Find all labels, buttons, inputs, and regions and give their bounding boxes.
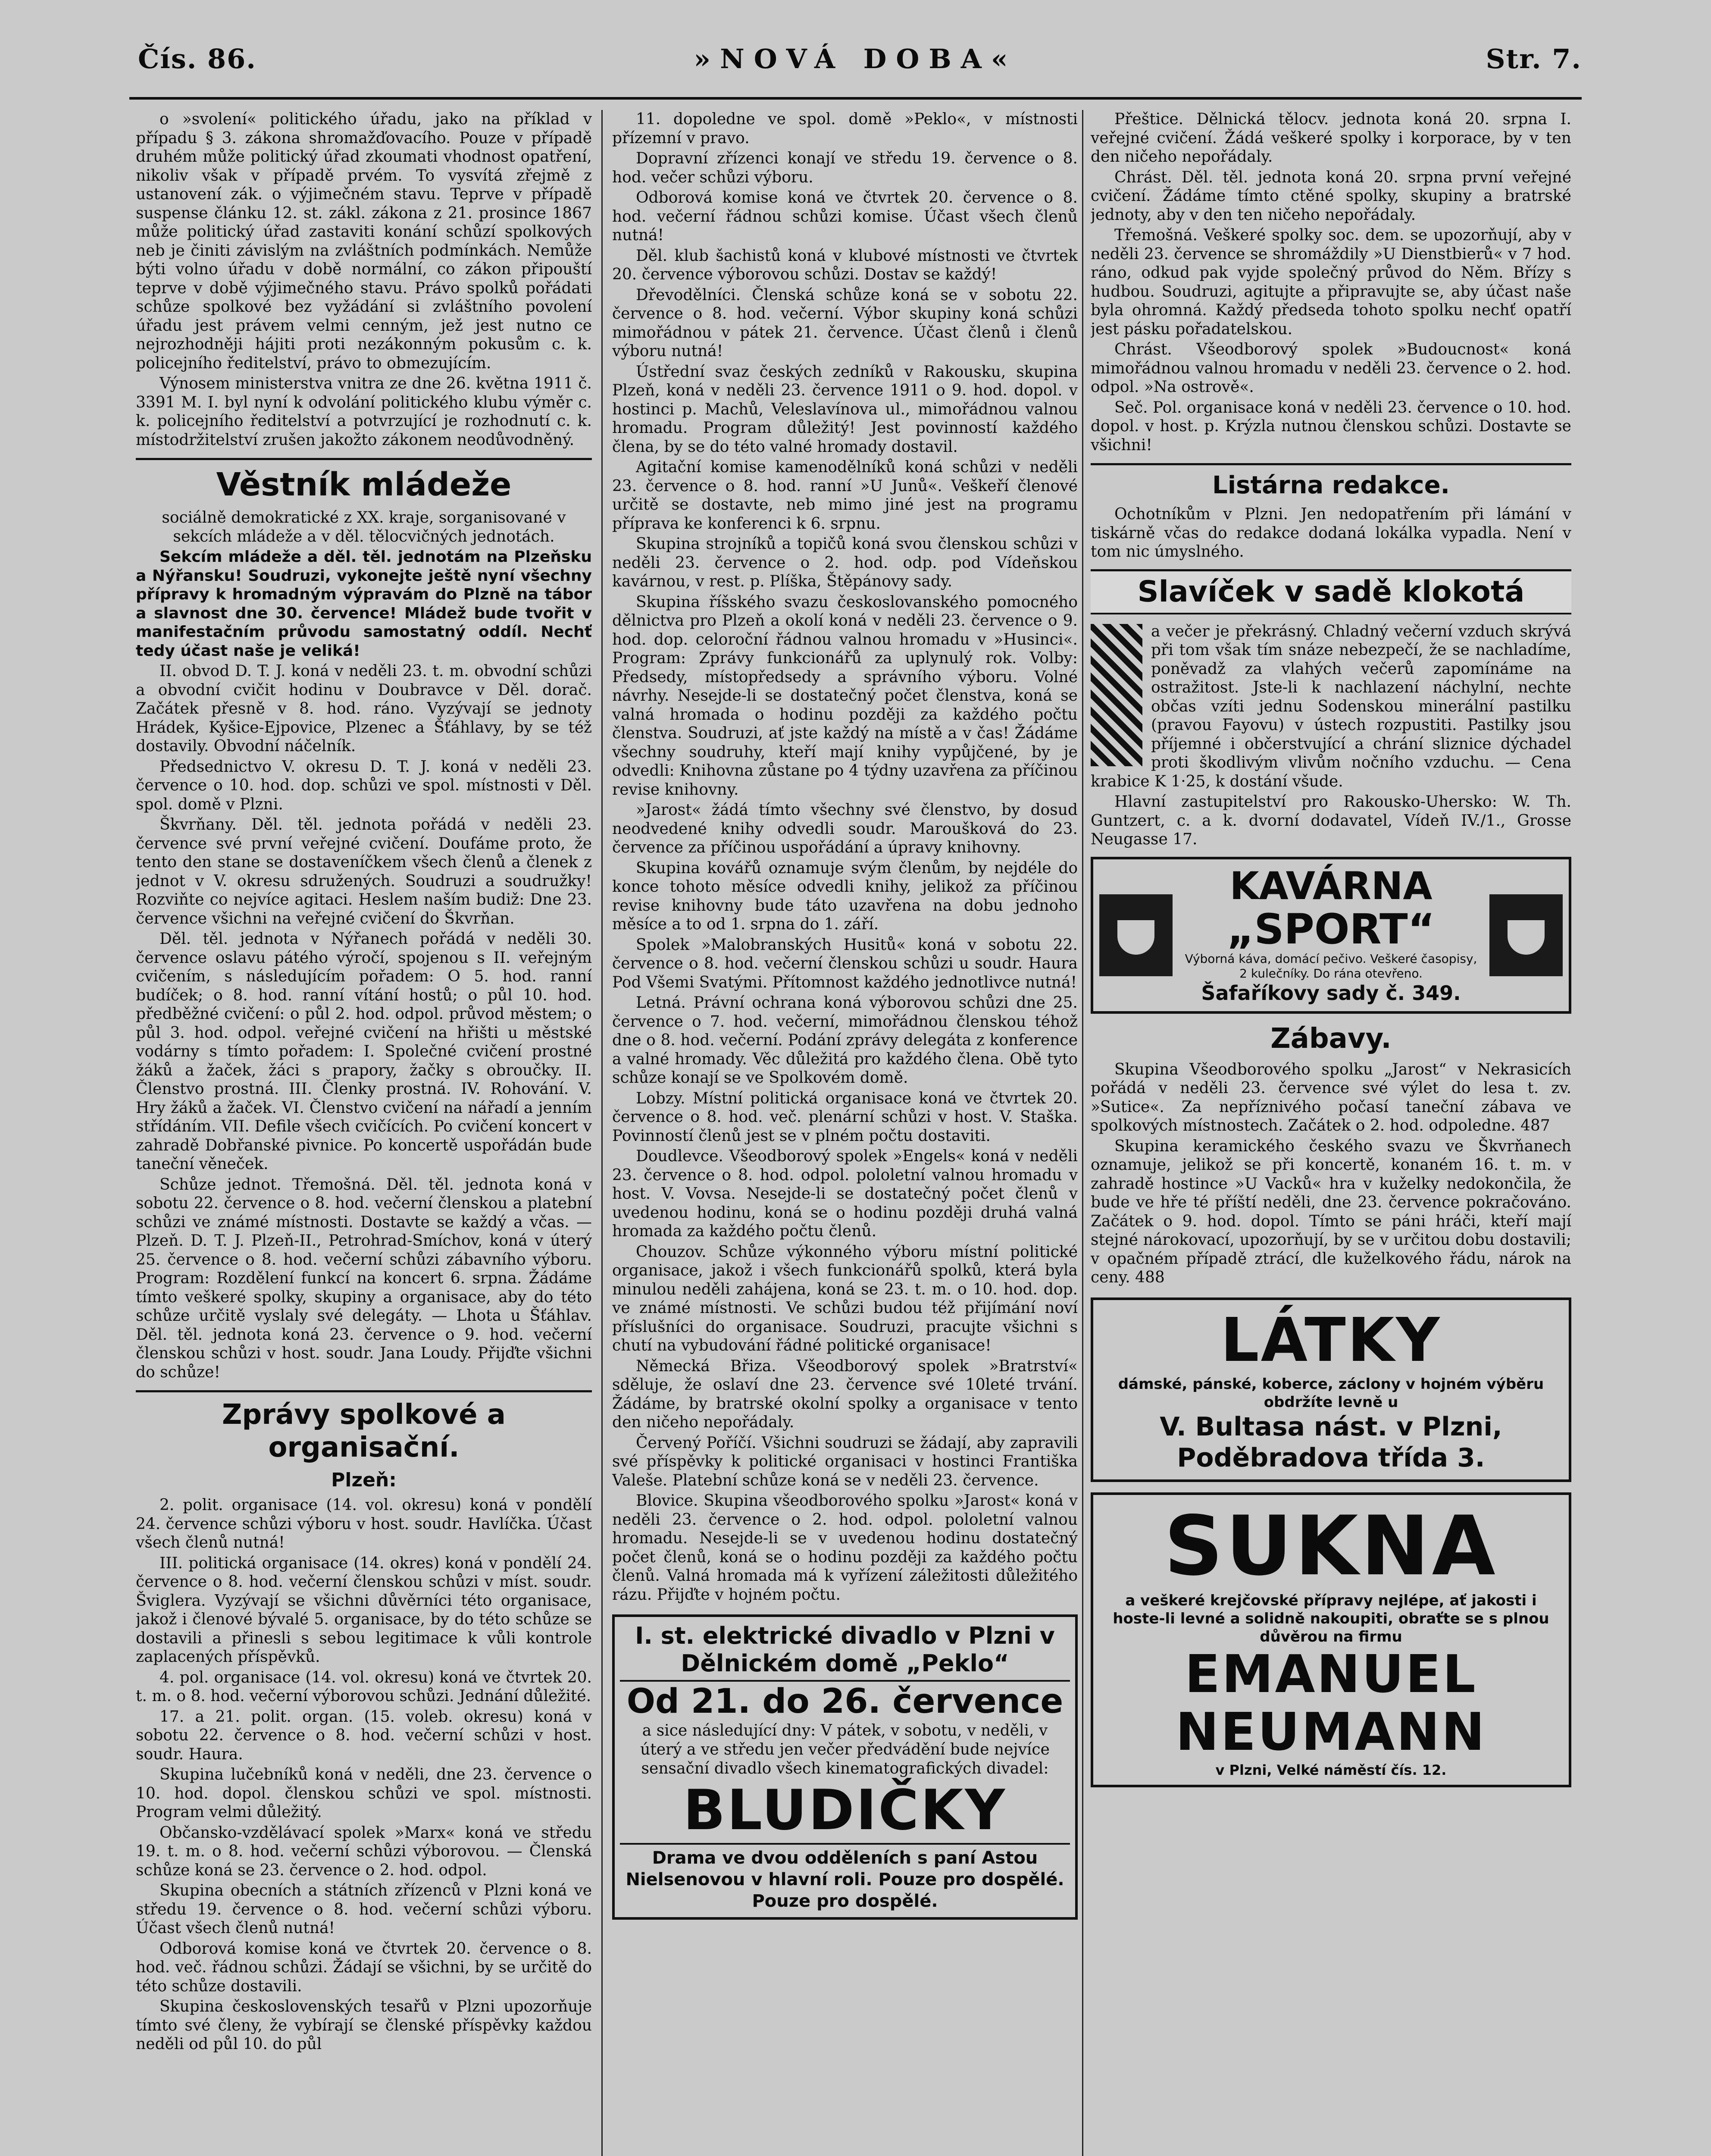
youth-notice: Děl. těl. jednota v Nýřanech pořádá v neděli 30. července oslavu pátého výročí, spojenou s II. veřejným cvičením, s následujícím pořadem: O 5. hod. ranní budíček; o 8. hod. ranní vítání hostů; o půl 10. hod. předběžné cvičení: o půl 2. hod. odpol. průvod městem; o půl 3. hod. odpol. veřejné cvičení na hřišti u městské vodárny s tímto pořadem: I. Společné cvičení prostné žáků a žaček, žáci s prapory, žačky s obroučky. II. Členstvo prostná. III. Členky prostná. IV. Rohování. V. Hry žáků a žaček. VI. Členstvo cvičení na nářadí a jenním střídáním. VII. Defile všech cvičících. Po cvičení koncert v zahradě Dobřanské pivnice. Po koncertě uspořádán bude taneční věneček. — [136, 930, 592, 1173]
org-notice: Skupina říšského svazu českoslovanského pomocného dělnictva pro Plzeň a okolí koná v neděli 23. července o 9. hod. dop. celoroční řádnou valnou hromadu v »Husinci«. Program: Zprávy funkcionářů za uplynulý rok. Volby: Předsedy, místopředsedy a správního výboru. Volné návrhy. Nesejde-li se dostatečný počet členstva, koná se valná hromada o hodinu později za každého počtu členstva. Soudruzi, ať jste každý na místě a v čas! Žádáme všechny soudruhy, kteří mají knihy vypůjčené, by je odvedli: Knihovna zůstane po 4 týdny uzavřena za příčinou revise knihovny. — [612, 593, 1078, 799]
org-notice: Děl. klub šachistů koná v klubové místnosti ve čtvrtek 20. července výborovou schůzi. Dostav se každý! — [612, 247, 1078, 283]
youth-notice: Předsednictvo V. okresu D. T. J. koná v neděli 23. července o 10. hod. dop. schůzi ve spol. místnosti v Děl. spol. domě v Plzni. — [136, 758, 592, 813]
org-notice: Lobzy. Místní politická organisace koná ve čtvrtek 20. července o 8. hod. več. plenární schůzi v host. V. Staška. Povinností členů jest se v plném počtu dostaviti. — [612, 1089, 1078, 1145]
org-notice: Skupina československých tesařů v Plzni upozorňuje tímto své členy, že vybírají se členské příspěvky každou neděli od půl 10. do půl — [136, 1998, 592, 2053]
editorial-mailbox-title: Listárna redakce. — [1091, 463, 1571, 500]
cafe-sport-advertisement — [1091, 857, 1571, 1014]
org-notice: 2. polit. organisace (14. vol. okresu) koná v pondělí 24. července schůzi výboru v host. soudr. Havlíčka. Účast všech členů nutná! — [136, 1496, 592, 1551]
cafe-offer: Výborná káva, domácí pečivo. Veškeré časopisy, 2 kulečníky. Do rána otevřeno. — [1185, 951, 1477, 981]
org-notice: 4. pol. organisace (14. vol. okresu) koná ve čtvrtek 20. t. m. o 8. hod. večerní výborovou schůzi. Jednání důležité. — [136, 1668, 592, 1705]
film-title: BLUDIČKY — [683, 1778, 1007, 1843]
diamond-ornament-icon — [1091, 624, 1142, 766]
youth-notice: Škvrňany. Děl. těl. jednota pořádá v neděli 23. července své první veřejné cvičení. Doufáme proto, že tento den stane se dostaveníčkem všech členů a členek z jednot v V. okresu sdružených. Soudruzi a soudružky! Rozviňte co nejvíce agitaci. Heslem naším budiž: Dne 23. července všichni na veřejné cvičení do Škvrňan. — [136, 816, 592, 928]
cinema-advertisement — [612, 1614, 1078, 1920]
fabrics-merchant: V. Bultasa nást. v Plzni, Poděbradova třída 3. — [1160, 1411, 1502, 1473]
org-notice: Skupina strojníků a topičů koná svou členskou schůzi v neděli 23. července o 2. hod. odp. pod Vídeňskou kavárnou, v rest. p. Plíška, Štěpánovy sady. — [612, 535, 1078, 590]
fabrics-description: dámské, pánské, koberce, záclony v hojném výběru obdržíte levně u — [1118, 1375, 1544, 1411]
org-notice: Odborová komise koná ve čtvrtek 20. července o 8. hod. več. řádnou schůzi. Žádají se všichni, by se určitě do této schůze dostavili. — [136, 1940, 592, 1995]
youth-section-subtitle: sociálně demokratické z XX. kraje, sorganisované v sekcích mládeže a v děl. tělocvičných jednotách. — [162, 509, 566, 545]
header-rule — [129, 97, 1582, 100]
cinema-name: I. st. elektrické divadlo v Plzni v Dělnickém domě „Peklo“ — [620, 1622, 1070, 1682]
org-notice: Skupina kovářů oznamuje svým členům, by nejdéle do konce tohoto měsíce odvedli knihy, jelikož za příčinou revise knihovny bude táto uzavřena na dobu jednoho měsíce a to od 1. srpna do 1. září. — [612, 859, 1078, 933]
org-notice: Agitační komise kamenodělníků koná schůzi v neděli 23. července o 8. hod. ranní »U Junů«. Veškeří členové určitě se dostavte, neb mimo jiné jest na programu příprava ke konferenci k 6. srpnu. — [612, 458, 1078, 533]
entertainment-notice: Skupina Všeodborového spolku „Jarost“ v Nekrasicích pořádá v neděli 23. července své výlet do lesa t. zv. »Sutice«. Za nepříznivého počasí taneční zábava ve spolkových místnostech. Začátek o 2. hod. odpoledne. 487 — [1091, 1060, 1571, 1134]
cloth-description: a veškeré krejčovské přípravy nejlépe, ať jakosti i hoste-li levné a solidně nakoupiti, obraťte se s plnou důvěrou na firmu — [1113, 1592, 1549, 1645]
editorial-mailbox-text: Ochotníkům v Plzni. Jen nedopatřením při lámání v tiskárně včas do redakce dodaná lokálka vypadla. Není v tom nic úmyslného. — [1091, 505, 1571, 561]
cloth-merchant-address: v Plzni, Velké náměstí čís. 12. — [1215, 1761, 1447, 1778]
entertainment-section-title: Zábavy. — [1270, 1022, 1392, 1055]
org-notice: 17. a 21. polit. organ. (15. voleb. okresu) koná v sobotu 22. července o 8. hod. večerní schůzi v host. soudr. Haura. — [136, 1708, 592, 1763]
org-notice: Letná. Právní ochrana koná výborovou schůzi dne 25. července o 7. hod. večerní, mimořádnou členskou téhož dne o 8. hod. večerní. Podání zprávy delegáta z konference a valné hromady. Věc důležitá pro každého člena. Obě tyto schůze konají se ve Spolkovém domě. — [612, 994, 1078, 1087]
column-1 — [136, 110, 592, 2156]
entertainment-notice: Skupina keramického českého svazu ve Škvrňanech oznamuje, jelikož se při koncertě, konaném 16. t. m. v zahradě hostince »U Vacků« hra v kuželky nedokončila, že bude ve hře té příští neděli, dne 23. července pokračováno. Začátek o 9. hod. dopol. Tímto se páni hráči, kteří mají stejné nárokovací, upozorňují, by se v určitou dobu dostavili; v opačném případě ztrácí, dle kuželkového řádu, nárok na ceny. 488 — [1091, 1137, 1571, 1286]
cloth-merchant-first-name: EMANUEL — [1185, 1644, 1477, 1705]
film-details: Drama ve dvou odděleních s paní Astou Nielsenovou v hlavní roli. Pouze pro dospělé. Pouze pro dospělé. — [620, 1843, 1070, 1912]
org-notice: Blovice. Skupina všeodborového spolku »Jarost« koná v neděli 23. července o 2. hod. odpol. pololetní valnou hromadu. Nesejde-li se v uvedenou hodinu dostatečný počet členů, koná se o hodinu později za každého počtu členů. Valná hromada má k vyřízení záležitosti důležitého rázu. Přijďte v hojném počtu. — [612, 1492, 1078, 1604]
org-notice: Skupina obecních a státních zřízenců v Plzni koná ve středu 19. července o 8. hod. večerní schůzi výboru. Účast všech členů nutná! — [136, 1882, 592, 1937]
fabrics-advertisement — [1091, 1297, 1571, 1482]
coffee-cup-icon — [1099, 894, 1173, 976]
fabrics-headline: LÁTKY — [1220, 1305, 1442, 1376]
org-notice: »Jarost« žádá tímto všechny své členstvo, by dosud neodvedené knihy odvedli soudr. Maroušková do 23. července za příčinou uspořádání a úpravy knihovny. — [612, 801, 1078, 856]
org-notice: III. politická organisace (14. okres) koná v pondělí 24. července o 8. hod. večerní členskou schůzi v míst. soudr. Šviglera. Vyzývají se všichni důvěrníci této organisace, jakož i členové bývalé 5. organisace, by do této schůze se dostavili a přinesli s sebou legitimace k vůli kontrole zaplacených příspěvků. — [136, 1554, 592, 1666]
newspaper-title: »NOVÁ DOBA« — [694, 43, 1017, 75]
org-notice: Chouzov. Schůze výkonného výboru místní politické organisace, jakož i všech funkcionářů spolků, která byla minulou neděli zahájena, koná se 23. t. m. o 10. hod. dop. ve známé místnosti. Ve schůzi budou též přijímání noví příslušníci do organisace. Soudruzi, pracujte všichni s chutí na vybudování řádné politické organisace! — [612, 1243, 1078, 1354]
youth-notice: Sekcím mládeže a děl. těl. jednotám na Plzeňsku a Nýřansku! Soudruzi, vykonejte ještě nyní všechny přípravy k hromadným výpravám do Plzně na tábor a slavnost dne 30. července! Mládež bude tvořit v manifestačním průvodu samostatný oddíl. Nechť tedy účast naše je veliká! — [136, 548, 592, 660]
coffee-cup-icon — [1489, 894, 1563, 976]
article-paragraph: o »svolení« politického úřadu, jako na příklad v případu § 3. zákona shromažďovacího. Pouze v případě druhém může politický úřad zkoumati vhodnost opatření, nikoliv však v případě prvém. To vysvítá zřejmě z ustanovení zák. o výjimečném stavu. Teprve v případě suspense článku 12. st. zákl. zákona z 21. prosince 1867 může politický úřad zastaviti konání schůzí spolkových neb je činiti závislým na zvláštních podmínkách. Nemůže býti volno úřadu v době normální, co zákon připouští teprve v době výjimečného stavu. Právo spolků pořádati schůze spolkové bez vyžádání si zvláštního povolení úřadu jest právem velmi cenným, jež jest nutno ce nejrozhodněji hájiti proti nezákonným pokusům c. k. policejního ředitelství, právo to obmezujícím. — [136, 110, 592, 372]
pastilles-ad-text: a večer je překrásný. Chladný večerní vzduch skrývá při tom však tím snáze nebezpečí, že se nachladíme, poněvadž za vlahých večerů zapomínáme na ostražitost. Jste-li k nachlazení náchylní, nechte občas vzíti jednu Sodenskou minerální pastilku (pravou Fayovu) v ústech rozpustiti. Pastilky jsou příjemné i občerstvující a chrání sliznice dýchadel proti škodlivým vlivům nočního vzduchu. — Cena krabice K 1·25, k dostání všude. — [1091, 622, 1571, 790]
column-divider — [1082, 110, 1083, 2156]
org-notice: Ústřední svaz českých zedníků v Rakousku, skupina Plzeň, koná v neděli 23. července 1911 o 9. hod. dopol. v hostinci p. Machů, Veleslavínova ul., mimořádnou valnou hromadu. Program důležitý! Jest povinností každého člena, by se do této valné hromady dostavil. — [612, 363, 1078, 456]
cafe-address: Šafaříkovy sady č. 349. — [1201, 981, 1461, 1005]
cafe-name: „SPORT“ — [1227, 905, 1435, 953]
column-divider — [601, 110, 603, 2156]
cinema-dates: Od 21. do 26. července — [626, 1682, 1064, 1721]
pastilles-ad-representative: Hlavní zastupitelství pro Rakousko-Uhersko: W. Th. Guntzert, c. a k. dvorní dodavatel, Vídeň IV./1., Grosse Neugasse 17. — [1091, 793, 1571, 848]
org-notice: Třemošná. Veškeré spolky soc. dem. se upozorňují, aby v neděli 23. července se shromáždily »U Dienstbierů« v 7 hod. ráno, odkud pak vyjde společný průvod do Něm. Břízy s hudbou. Soudruzi, agitujte a připravujte se, aby účast naše byla ohromná. Každý předseda tohoto spolku nechť opatří jest pásku pořadatelskou. — [1091, 226, 1571, 338]
org-notice: Německá Břiza. Všeodborový spolek »Bratrství« sděluje, že oslaví dne 23. července své 10leté trvání. Žádáme, by bratrské okolní spolky a organisace v tento den ničeho nepořádaly. — [612, 1357, 1078, 1431]
org-notice: Doudlevce. Všeodborový spolek »Engels« koná v neděli 23. července o 8. hod. odpol. pololetní valnou hromadu v host. V. Vovsa. Nesejde-li se dostatečný počet členů v uvedenou hodinu, koná se o hodinu později druhá valná hromada za každého počtu členů. — [612, 1147, 1078, 1240]
org-notice: Přeštice. Dělnická tělocv. jednota koná 20. srpna I. veřejné cvičení. Žádá veškeré spolky i korporace, by v ten den ničeho nepořádaly. — [1091, 110, 1571, 166]
org-notice: 11. dopoledne ve spol. domě »Peklo«, v místnosti přízemní v pravo. — [612, 110, 1078, 147]
pastilles-ad-headline: Slavíček v sadě klokotá — [1091, 569, 1571, 614]
org-notice: Dřevodělníci. Členská schůze koná se v sobotu 22. července o 8. hod. večerní. Výbor skupiny koná schůzi mimořádnou v pátek 21. července. Účast členů i členů výboru nutná! — [612, 286, 1078, 360]
cloth-merchant-surname: NEUMANN — [1176, 1702, 1486, 1762]
org-notice: Seč. Pol. organisace koná v neděli 23. července o 10. hod. dopol. v host. p. Krýzla nutnou členskou schůzi. Dostavte se všichni! — [1091, 398, 1571, 454]
article-paragraph: Výnosem ministerstva vnitra ze dne 26. května 1911 č. 3391 M. I. byl nyní k odvolání politického klubu výměr c. k. policejního ředitelství a potvrzující je rozhodnutí c. k. místodržitelství zrušen jakožto zákonem neodůvodněný. — [136, 375, 592, 449]
column-2 — [612, 110, 1078, 2156]
cinema-description: a sice následující dny: V pátek, v sobotu, v neděli, v úterý a ve středu jen večer předvádění bude nejvíce sensační divadlo všech kinematografických divadel: — [640, 1722, 1050, 1777]
page-number: Str. 7. — [1486, 43, 1582, 75]
youth-section-title: Věstník mládeže — [136, 458, 592, 503]
column-3 — [1091, 110, 1571, 2156]
org-notice: Skupina lučebníků koná v neděli, dne 23. července o 10. hod. dopol. členskou schůzi ve spol. místnosti. Program velmi důležitý. — [136, 1766, 592, 1821]
org-notice: Dopravní zřízenci konají ve středu 19. července o 8. hod. večer schůzi výboru. — [612, 150, 1078, 186]
org-city-heading: Plzeň: — [331, 1469, 397, 1491]
org-section-title: Zprávy spolkové a organisační. — [136, 1390, 592, 1464]
org-notice: Červený Poříčí. Všichni soudruzi se žádají, aby zapravili své příspěvky k politické organisaci v hostinci Františka Valeše. Platební schůze koná se v neděli 23. července. — [612, 1434, 1078, 1489]
org-notice: Chrást. Děl. těl. jednota koná 20. srpna první veřejné cvičení. Žádáme tímto ctěné spolky, skupiny a bratrské jednoty, aby v den ten ničeho nepořádaly. — [1091, 168, 1571, 224]
cloth-advertisement — [1091, 1492, 1571, 1787]
issue-number: Čís. 86. — [138, 43, 256, 75]
org-notice: Odborová komise koná ve čtvrtek 20. července o 8. hod. večerní řádnou schůzi komise. Účast všech členů nutná! — [612, 189, 1078, 244]
youth-notice: Schůze jednot. Třemošná. Děl. těl. jednota koná v sobotu 22. července o 8. hod. večerní členskou a platební schůzi ve známé místnosti. Dostavte se každý a včas. — Plzeň. D. T. J. Plzeň-II., Petrohrad-Smíchov, koná v úterý 25. července o 8. hod. večerní schůzi zábavního výboru. Program: Rozdělení funkcí na koncert 6. srpna. Žádáme tímto veškeré spolky, skupiny a organisace, aby do této schůze určitě vyslaly své delegáty. — Lhota u Šťáhlav. Děl. těl. jednota koná 23. července o 9. hod. večerní členskou schůzi v host. soudr. Jana Loudy. Přijďte všichni do schůze! — [136, 1175, 592, 1381]
cloth-headline: SUKNA — [1164, 1498, 1498, 1594]
org-notice: Spolek »Malobranských Husitů« koná v sobotu 22. července o 8. hod. večerní členskou schůzi u soudr. Haura Pod Všemi Svatými. Přítomnost každého jednotlivce nutná! — [612, 936, 1078, 991]
cafe-label: KAVÁRNA — [1229, 863, 1433, 908]
org-notice: Chrást. Všeodborový spolek »Budoucnost« koná mimořádnou valnou hromadu v neděli 23. července o 2. hod. odpol. »Na ostrově«. — [1091, 341, 1571, 396]
youth-notice: II. obvod D. T. J. koná v neděli 23. t. m. obvodní schůzi a obvodní cvičit hodinu v Doubravce v Děl. dorač. Začátek přesně v 8. hod. ráno. Vyzývají se jednoty Hrádek, Kyšice-Ejpovice, Plzenec a Šťáhlavy, by se též dostavily. Obvodní náčelník. — [136, 662, 592, 755]
org-notice: Občansko-vzdělávací spolek »Marx« koná ve středu 19. t. m. o 8. hod. večerní schůzi výborovou. — Členská schůze koná se 23. července o 2. hod. odpol. — [136, 1824, 592, 1879]
